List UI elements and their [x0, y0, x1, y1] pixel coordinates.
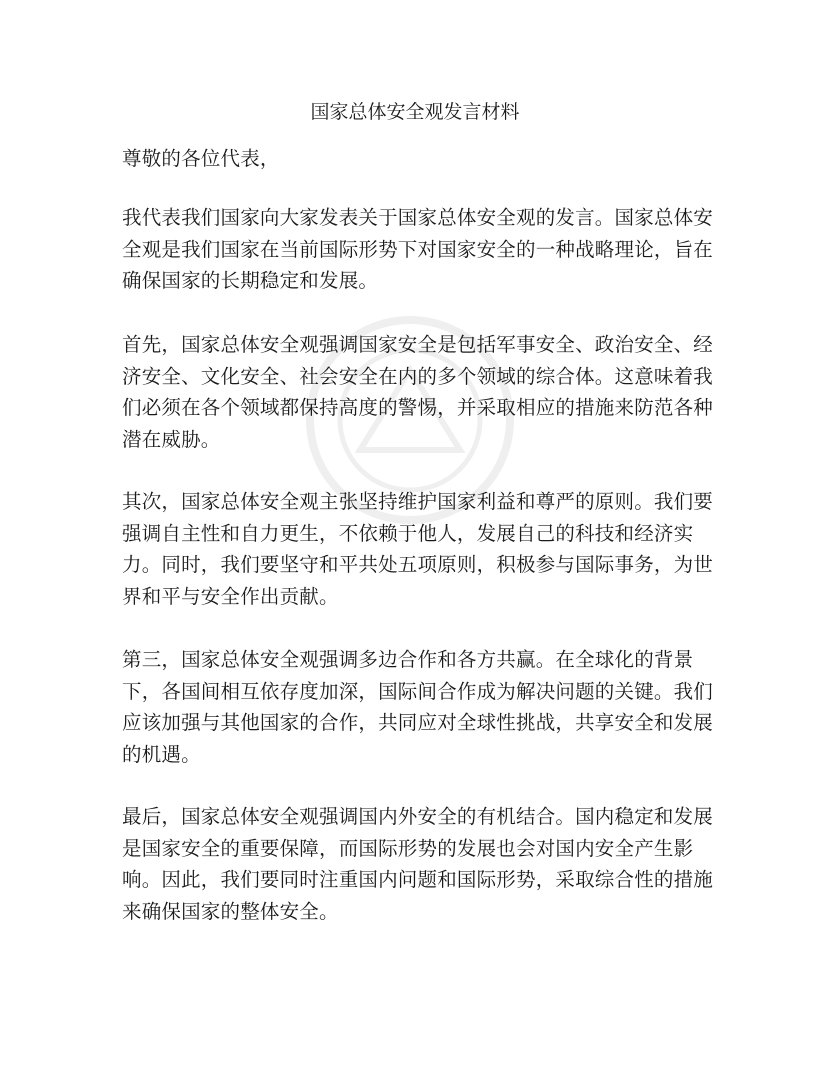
document-title: 国家总体安全观发言材料: [310, 101, 520, 123]
paragraph-5: [122, 801, 718, 927]
paragraph-4: [122, 644, 718, 770]
paragraph-text: 第三，国家总体安全观强调多边合作和各方共赢。在全球化的背景下，各国间相互依存度加深，国际间合作成为解决问题的关键。我们应该加强与其他国家的合作，共同应对全球性挑战，共享安全和发展的机遇。: [122, 648, 714, 766]
paragraph-1: [122, 202, 718, 297]
paragraph-text: 其次，国家总体安全观主张坚持维护国家利益和尊严的原则。我们要强调自主性和自力更生，不依赖于他人，发展自己的科技和经济实力。同时，我们要坚守和平共处五项原则，积极参与国际事务，为世界和平与安全作出贡献。: [122, 490, 714, 608]
paragraph-3: [122, 486, 718, 612]
paragraph-2: [122, 329, 718, 455]
paragraph-text: 我代表我们国家向大家发表关于国家总体安全观的发言。国家总体安全观是我们国家在当前国际形势下对国家安全的一种战略理论，旨在确保国家的长期稳定和发展。: [122, 206, 714, 292]
paragraph-text: 首先，国家总体安全观强调国家安全是包括军事安全、政治安全、经济安全、文化安全、社会安全在内的多个领域的综合体。这意味着我们必须在各个领域都保持高度的警惕，并采取相应的措施来防范各种潜在威胁。: [122, 333, 714, 451]
paragraph-text: 最后，国家总体安全观强调国内外安全的有机结合。国内稳定和发展是国家安全的重要保障，而国际形势的发展也会对国内安全产生影响。因此，我们要同时注重国内问题和国际形势，采取综合性的措施来确保国家的整体安全。: [122, 805, 714, 923]
greeting-line: [122, 143, 718, 175]
greeting-text: 尊敬的各位代表，: [122, 147, 280, 170]
